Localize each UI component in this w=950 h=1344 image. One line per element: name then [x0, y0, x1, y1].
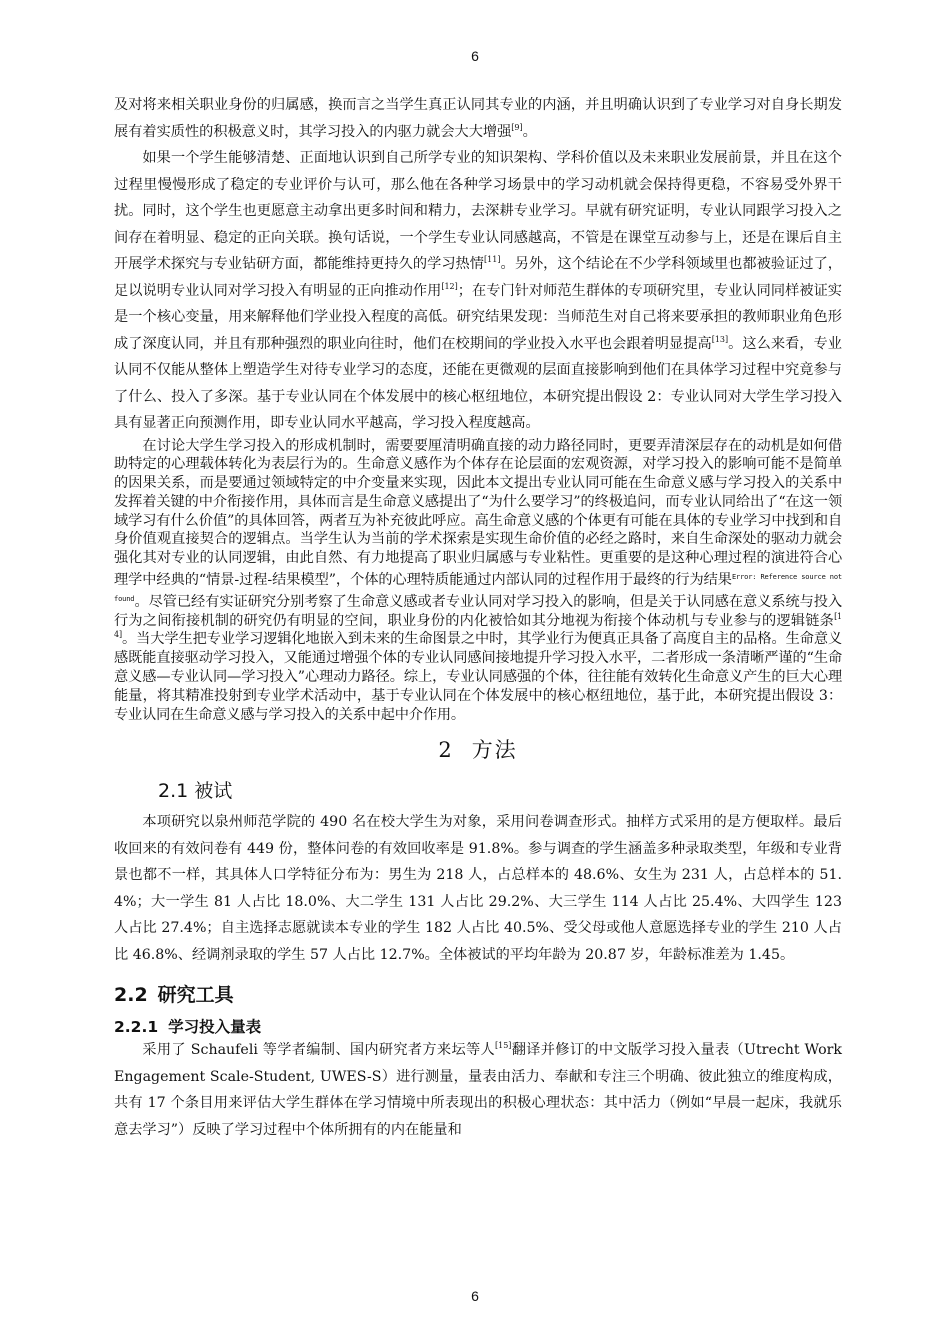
subsubsection-heading-engagement-scale: [114, 1015, 842, 1037]
section-title: 方法: [471, 738, 518, 763]
paragraph-text: 。尽管已经有实证研究分别考察了生命意义感或者专业认同对学习投入的影响，但是关于认同感在意义系统与投入行为之间衔接机制的研究仍有明显的空间，职业身份的内化被恰如其分地视为衔接个体动机与专业参与的逻辑链条: [114, 593, 842, 629]
subsubsection-number: 2.2.1: [114, 1018, 159, 1037]
page-number-bottom: 6: [471, 1288, 479, 1304]
section-heading-methods: [114, 734, 842, 764]
section-number: 2: [438, 738, 454, 763]
paragraph-hypothesis-2: [114, 145, 842, 437]
citation-13: [13]: [711, 334, 729, 344]
paragraph-text: 在讨论大学生学习投入的形成机制时，需要要厘清明确直接的动力路径同时，更要弄清深层存在的动机是如何借助特定的心理载体转化为表层行为的。生命意义感作为个体存在论层面的宏观资源，对学习投入的影响可能不是简单的因果关系，而是要通过领域特定的中介变量来实现，因此本文提出专业认同可能在生命意义感与学习投入的关系中发挥着关键的中介衔接作用，具体而言是生命意义感提出了“为什么要学习”的终极追问，而专业认同给出了“在这一领域学习有什么价值”的具体回答，两者互为补充彼此呼应。高生命意义感的个体更有可能在具体的专业学习中找到和自身价值观直接契合的逻辑点。当学生认为当前的学术探索是实现生命价值的必经之路时，来自生命深处的驱动力就会强化其对专业的认同逻辑，由此自然、有力地提高了职业归属感与专业粘性。更重要的是这种心理过程的演进符合心理学中经典的“情景-过程-结果模型”，个体的心理特质能通过内部认同的过程作用于最终的行为结果: [114, 437, 842, 589]
citation-9: [9]: [511, 122, 523, 132]
subsection-number: 2.1: [158, 780, 189, 803]
paragraph-text: 采用了 Schaufeli 等学者编制、国内研究者方来坛等人: [142, 1042, 495, 1059]
citation-14: [14]: [114, 611, 842, 640]
paragraph-engagement-scale: [114, 1037, 842, 1143]
paragraph-text: 如果一个学生能够清楚、正面地认识到自己所学专业的知识架构、学科价值以及未来职业发展前景，并且在这个过程里慢慢形成了稳定的专业评价与认可，那么他在各种学习场景中的学习动机就会保持得更稳，不容易受外界干扰。同时，这个学生也更愿意主动拿出更多时间和精力，去深耕专业学习。早就有研究证明，专业认同跟学习投入之间存在着明显、稳定的正向关联。换句话说，一个学生专业认同感越高，不管是在课堂互动参与上，还是在课后自主开展学术探究与专业钻研方面，都能维持更持久的学习热情: [114, 150, 842, 272]
citation-12: [12]: [441, 281, 458, 291]
paragraph-continuation: [114, 92, 842, 145]
paragraph-text: 。这么来看，专业认同不仅能从整体上塑造学生对待专业学习的态度，还能在更微观的层面直接影响到他们在具体学习过程中究竟参与了什么、投入了多深。基于专业认同在个体发展中的核心枢纽地位，本研究提出假设 2：专业认同对大学生学习投入具有显著正向预测作用，即专业认同水平越高，学习投入程度越高。: [114, 335, 842, 431]
subsection-heading-participants: [114, 776, 842, 803]
subsection-heading-instruments: [114, 980, 842, 1007]
subsection-title: 被试: [194, 780, 233, 803]
page-number-top: 6: [471, 48, 479, 64]
paragraph-text: 。另外，这个结论在不少学科领域里也都被验证过了，足以说明专业认同对学习投入有明显的正向推动作用: [114, 256, 842, 299]
citation-11: [11]: [484, 255, 501, 264]
paragraph-text: 。当大学生把专业学习逻辑化地嵌入到未来的生命图景之中时，其学业行为便真正具备了高度自主的品格。生命意义感既能直接驱动学习投入，又能通过增强个体的专业认同感间接地提升学习投入水平，二者形成一条清晰严谨的“生命意义感—专业认同—学习投入”心理动力路径。综上，专业认同感强的个体，往往能有效转化生命意义产生的巨大心理能量，将其精准投射到专业学术活动中，基于专业认同在个体发展中的核心枢纽地位，基于此，本研究提出假设 3：专业认同在生命意义感与学习投入的关系中起中介作用。: [114, 631, 842, 723]
paragraph-text: 翻译并修订的中文版学习投入量表（Utrecht Work Engagement Scale-Student, UWES-S）进行测量，量表由活力、奉献和专注三个明确、彼此独立的维度构成，共有 17 个条目用来评估大学生群体在学习情境中所表现出的积极心理状态：其中活力（例如“早晨一起床，我就乐意去学习”）反映了学习过程中个体所拥有的内在能量和: [114, 1042, 842, 1138]
citation-15: [15]: [495, 1041, 512, 1051]
subsection-number: 2.2: [114, 984, 148, 1007]
paragraph-participants: 本项研究以泉州师范学院的 490 名在校大学生为对象，采用问卷调查形式。抽样方式采用的是方便取样。最后收回来的有效问卷有 449 份，整体问卷的有效回收率是 91.8%。参与调查的学生涵盖多种录取类型，年级和专业背景也都不一样，其具体人口学特征分布为：男生为 218 人，占总样本的 48.6%、女生为 231 人，占总样本的 51.4%；大一学生 81 人占比 18.0%、大二学生 131 人占比 29.2%、大三学生 114 人占比 25.4%、大四学生 123 人占比 27.4%；自主选择志愿就读本专业的学生 182 人占比 40.5%、受父母或他人意愿选择专业的学生 210 人占比 46.8%、经调剂录取的学生 57 人占比 12.7%。全体被试的平均年龄为 20.87 岁，年龄标准差为 1.45。: [114, 814, 842, 963]
subsection-title: 研究工具: [157, 984, 234, 1007]
paragraph-text: 及对将来相关职业身份的归属感，换而言之当学生真正认同其专业的内涵，并且明确认识到了专业学习对自身长期发展有着实质性的积极意义时，其学习投入的内驱力就会大大增强: [114, 97, 842, 140]
reference-error: Error: Reference source not found: [114, 573, 842, 603]
page-body: [114, 92, 842, 1143]
paragraph-text: ；在专门针对师范生群体的专项研究里，专业认同同样被证实是一个核心变量，用来解释他们学业投入程度的高低。研究结果发现：当师范生对自己将来要承担的教师职业角色形成了深度认同，并且有那种强烈的职业向往时，他们在校期间的学业投入水平也会跟着明显提高: [114, 282, 842, 352]
paragraph-hypothesis-3: [114, 437, 842, 725]
subsubsection-title: 学习投入量表: [168, 1018, 262, 1037]
paragraph-text: 。: [522, 123, 537, 140]
